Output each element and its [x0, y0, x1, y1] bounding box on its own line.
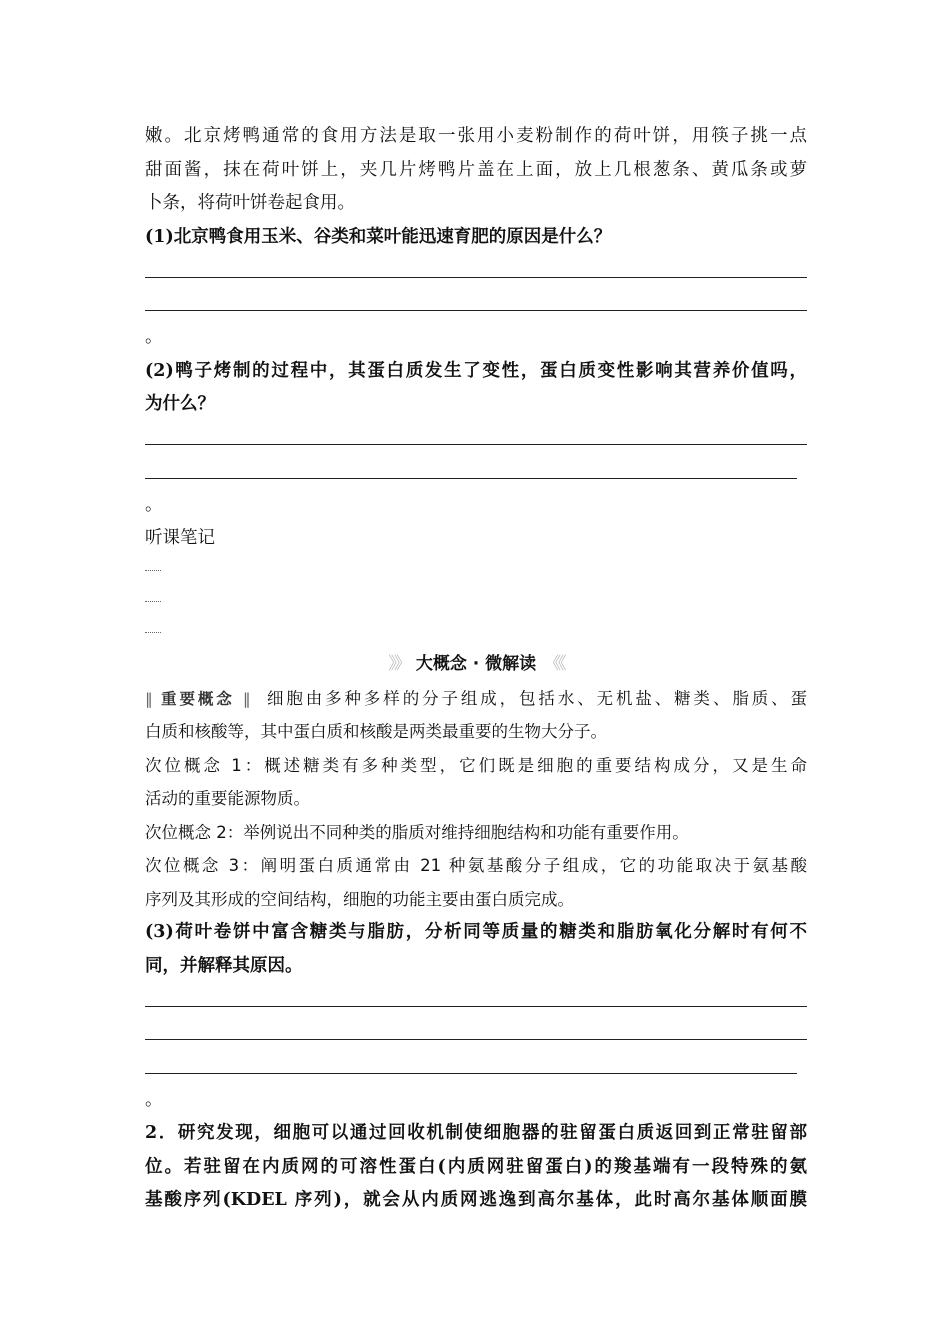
answer-blank[interactable] [145, 1050, 807, 1084]
period-mark: 。 [145, 1089, 163, 1110]
paragraph-2-line-1: 2．研究发现，细胞可以通过回收机制使细胞器的驻留蛋白质返回到正常驻留部 [145, 1123, 807, 1143]
core-concept-line-2: 白质和核酸等，其中蛋白质和核酸是两类最重要的生物大分子。 [145, 722, 607, 741]
sub-concept-1-line-1: 次位概念 1：概述糖类有多种类型，它们既是细胞的重要结构成分，又是生命 [145, 755, 807, 775]
sub-concept-1-line-2: 活动的重要能源物质。 [145, 789, 310, 808]
sub-concept-3-line-1: 次位概念 3：阐明蛋白质通常由 21 种氨基酸分子组成，它的功能取决于氨基酸 [145, 856, 807, 875]
question-3-line-1: (3)荷叶卷饼中富含糖类与脂肪，分析同等质量的糖类和脂肪氧化分解时有何不 [145, 922, 807, 942]
core-concept-line-1 [145, 682, 807, 716]
answer-blank[interactable] [145, 455, 807, 489]
answer-blank[interactable] [145, 254, 807, 288]
answer-blank[interactable] [145, 983, 807, 1017]
chevrons-left-icon: 《《 [544, 653, 564, 674]
question-3-line-2: 同，并解释其原因。 [145, 955, 303, 976]
answer-blank[interactable] [145, 422, 807, 456]
paragraph-2-line-2: 位。若驻留在内质网的可溶性蛋白(内质网驻留蛋白)的羧基端有一段特殊的氨 [145, 1156, 807, 1177]
intro-line-2: 甜面酱，抹在荷叶饼上，夹几片烤鸭片盖在上面，放上几根葱条、黄瓜条或萝 [145, 159, 807, 180]
core-concept-tag: ‖ 重要概念 ‖ [145, 689, 251, 708]
chevrons-right-icon: 》》 [388, 653, 408, 674]
core-concept-text: 细胞由多种多样的分子组成，包括水、无机盐、糖类、脂质、蛋 [266, 688, 807, 708]
notes-line[interactable] [145, 587, 807, 618]
question-2-line-1: (2)鸭子烤制的过程中，其蛋白质发生了变性，蛋白质变性影响其营养价值吗， [145, 360, 807, 381]
banner-title: 大概念 · 微解读 [415, 653, 537, 674]
answer-blank[interactable] [145, 1017, 807, 1051]
notes-title: 听课笔记 [145, 528, 215, 548]
notes-line[interactable] [145, 556, 807, 587]
paragraph-2-line-3: 基酸序列(KDEL 序列)，就会从内质网逃逸到高尔基体，此时高尔基体顺面膜 [145, 1190, 807, 1210]
document-page [145, 120, 807, 1218]
sub-concept-3-line-2: 序列及其形成的空间结构，细胞的功能主要由蛋白质完成。 [145, 889, 574, 909]
question-2-line-2: 为什么？ [145, 394, 215, 414]
notes-line[interactable] [145, 618, 807, 649]
period-mark: 。 [145, 327, 163, 347]
period-mark: 。 [145, 494, 163, 515]
intro-line-3: 卜条，将荷叶饼卷起食用。 [145, 193, 355, 213]
intro-line-1: 嫩。北京烤鸭通常的食用方法是取一张用小麦粉制作的荷叶饼，用筷子挑一点 [145, 126, 807, 146]
sub-concept-2: 次位概念 2：举例说出不同种类的脂质对维持细胞结构和功能有重要作用。 [145, 822, 689, 842]
question-1: (1)北京鸭食用玉米、谷类和菜叶能迅速育肥的原因是什么？ [145, 226, 612, 247]
section-banner [145, 649, 807, 679]
answer-blank[interactable] [145, 288, 807, 322]
